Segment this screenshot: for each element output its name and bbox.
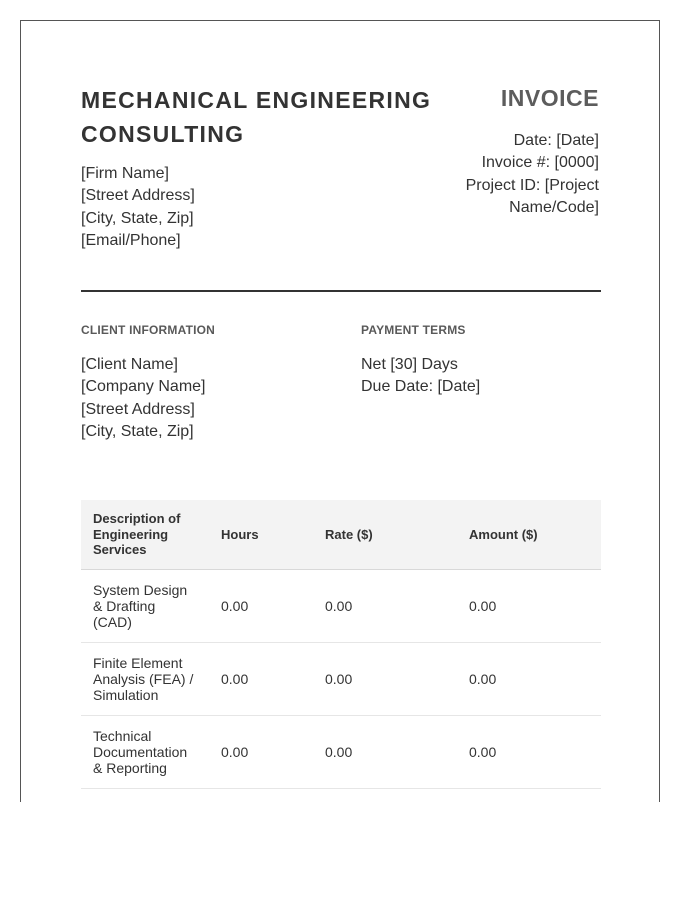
row-hours: 0.00 <box>209 570 313 643</box>
row-description: Technical Documentation & Reporting <box>81 716 209 789</box>
table-row <box>81 716 601 789</box>
row-hours: 0.00 <box>209 716 313 789</box>
client-name: [Client Name] <box>81 356 178 373</box>
firm-city: [City, State, Zip] <box>81 209 194 227</box>
client-company: [Company Name] <box>81 378 206 396</box>
payment-due: Due Date: [Date] <box>361 378 481 396</box>
invoice-meta <box>439 130 599 219</box>
payment-terms <box>361 354 480 399</box>
row-amount: 0.00 <box>457 716 601 789</box>
firm-name: [Firm Name] <box>81 165 169 182</box>
invoice-title: INVOICE <box>500 85 599 111</box>
table-row <box>81 570 601 643</box>
row-hours: 0.00 <box>209 643 313 716</box>
project-id: Project ID: [Project Name/Code] <box>465 176 599 216</box>
header-divider <box>81 290 601 292</box>
client-info <box>81 354 206 443</box>
client-city: [City, State, Zip] <box>81 422 194 440</box>
invoice-number: Invoice #: [0000] <box>481 154 599 172</box>
client-street: [Street Address] <box>81 400 195 418</box>
col-rate: Rate ($) <box>313 500 457 570</box>
row-rate: 0.00 <box>313 570 457 643</box>
client-info-label: CLIENT INFORMATION <box>81 323 216 337</box>
payment-net: Net [30] Days <box>361 356 458 373</box>
col-amount: Amount ($) <box>457 500 601 570</box>
row-description: Finite Element Analysis (FEA) / Simulation <box>81 643 209 716</box>
payment-terms-label: PAYMENT TERMS <box>361 323 466 337</box>
firm-contact: [Email/Phone] <box>81 231 181 249</box>
row-amount: 0.00 <box>457 643 601 716</box>
table-header-row <box>81 500 601 570</box>
row-rate: 0.00 <box>313 643 457 716</box>
invoice-date: Date: [Date] <box>513 132 599 149</box>
services-table <box>81 500 601 789</box>
firm-address <box>81 163 195 252</box>
col-description: Description of Engineering Services <box>81 500 209 570</box>
col-hours: Hours <box>209 500 313 570</box>
row-amount: 0.00 <box>457 570 601 643</box>
row-description: System Design & Drafting (CAD) <box>81 570 209 643</box>
firm-street: [Street Address] <box>81 187 195 205</box>
table-row <box>81 643 601 716</box>
firm-title: MECHANICAL ENGINEERING CONSULTING <box>81 87 432 147</box>
invoice-page <box>20 20 660 802</box>
row-rate: 0.00 <box>313 716 457 789</box>
